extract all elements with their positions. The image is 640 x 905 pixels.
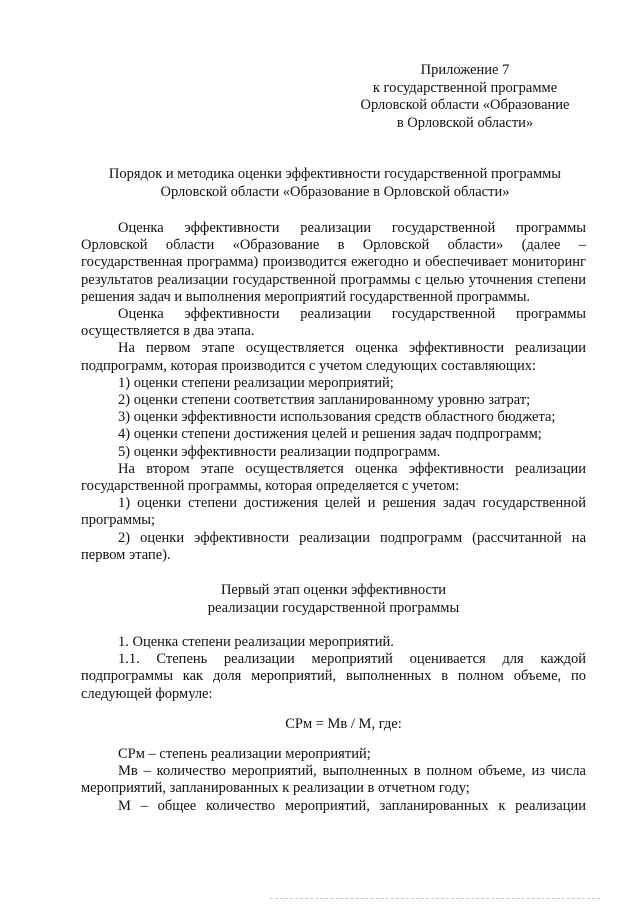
appendix-line-4: в Орловской области» bbox=[396, 114, 534, 131]
appendix-line-1: Приложение 7 bbox=[420, 62, 510, 78]
title-line-1: Порядок и методика оценки эффективности государственной программы bbox=[108, 166, 562, 182]
list1-item-2: 2) оценки степени соответствия запланированному уровню затрат; bbox=[118, 392, 531, 409]
list1-item-1: 1) оценки степени реализации мероприятий; bbox=[118, 374, 394, 391]
document-body bbox=[81, 220, 586, 815]
intro-paragraph-2: Оценка эффективности реализации государственной программы осуществляется в два этапа. bbox=[81, 306, 586, 340]
title-line-2: Орловской области «Образование в Орловской области» bbox=[160, 184, 510, 200]
page-bottom-rule bbox=[270, 898, 600, 899]
section-title-line-1: Первый этап оценки эффективности bbox=[220, 582, 447, 599]
list1-item-4: 4) оценки степени достижения целей и решения задач подпрограмм; bbox=[118, 426, 542, 443]
list1-item-3: 3) оценки эффективности использования средств областного бюджета; bbox=[118, 409, 556, 426]
list2-item-1: 1) оценки степени достижения целей и решения задач государственной программы; bbox=[81, 495, 586, 529]
formula: СРм = Мв / М, где: bbox=[285, 715, 402, 732]
appendix-line-2: к государственной программе bbox=[372, 79, 558, 96]
list1-item-5: 5) оценки эффективности реализации подпрограмм. bbox=[118, 443, 441, 460]
section-item-1: 1. Оценка степени реализации мероприятий. bbox=[118, 634, 394, 651]
definition-3: М – общее количество мероприятий, запланированных к реализации bbox=[118, 797, 586, 814]
intro-paragraph-4: На втором этапе осуществляется оценка эффективности реализации государственной программы, которая определяется с учетом: bbox=[81, 460, 586, 495]
definition-2: Мв – количество мероприятий, выполненных в полном объеме, из числа мероприятий, запланированных к реализации в отчетном году; bbox=[81, 763, 586, 797]
appendix-line-3: Орловской области «Образование bbox=[360, 97, 570, 113]
definition-1: СРм – степень реализации мероприятий; bbox=[118, 746, 371, 763]
document-title bbox=[60, 165, 610, 201]
intro-paragraph-3: На первом этапе осуществляется оценка эффективности реализации подпрограмм, которая производится с учетом следующих составляющих: bbox=[81, 340, 586, 374]
section-item-1-1: 1.1. Степень реализации мероприятий оценивается для каждой подпрограммы как доля мероприятий, выполненных в полном объеме, по следующей формуле: bbox=[81, 651, 586, 702]
appendix-header bbox=[330, 62, 600, 132]
section-title-line-2: реализации государственной программы bbox=[207, 600, 460, 617]
intro-paragraph-1: Оценка эффективности реализации государственной программы Орловской области «Образование в Орловской области» (далее – государственная программа) производится ежегодно и обеспечивает мониторинг результатов реализации государственной программы с целью уточнения степени решения задач и выполнения мероприятий государственной программы. bbox=[81, 220, 586, 305]
list2-item-2: 2) оценки эффективности реализации подпрограмм (рассчитанной на первом этапе). bbox=[81, 529, 586, 563]
